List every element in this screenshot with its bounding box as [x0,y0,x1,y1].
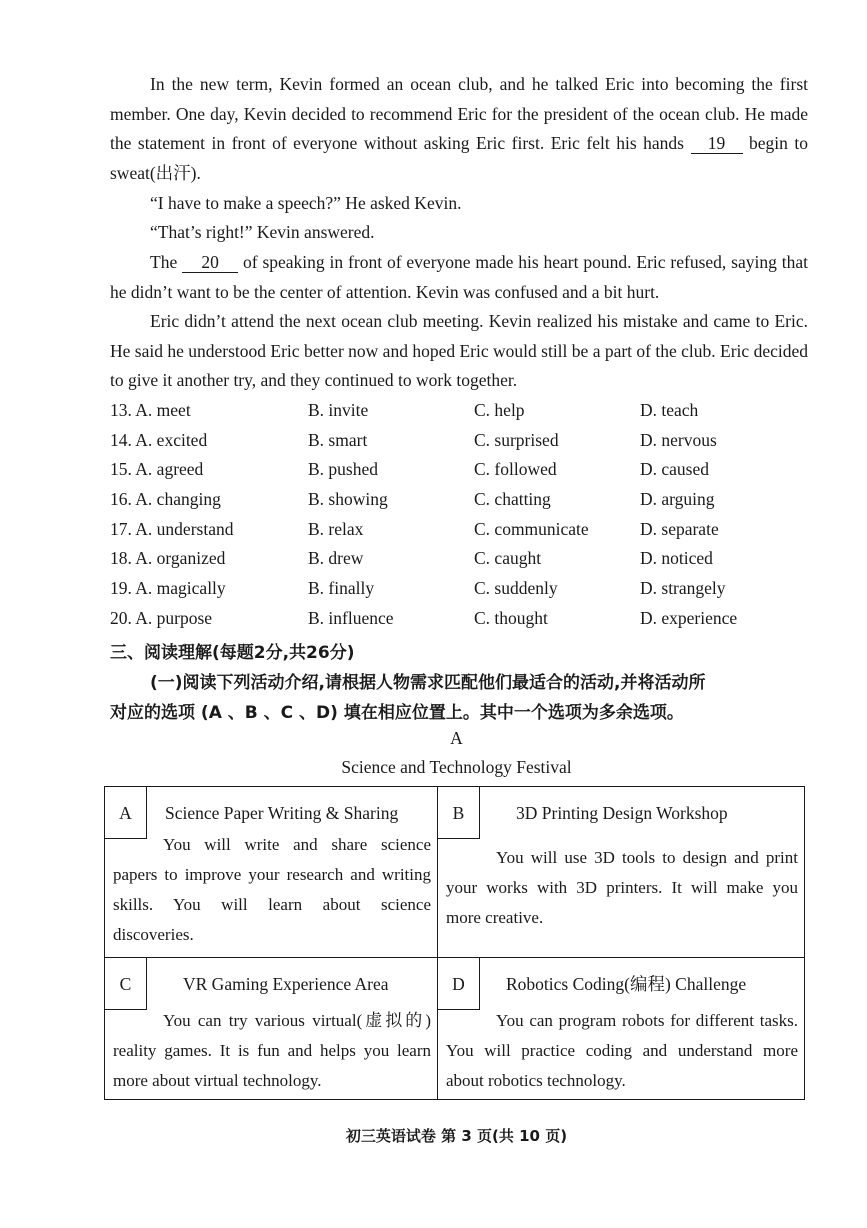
activity-card-a [105,787,438,958]
activity-title: VR Gaming Experience Area [183,974,389,994]
activity-description: You can try various virtual(虚拟的) reality games. It is fun and helps you learn more about virtual technology. [113,1011,431,1090]
option-a: 15. A. agreed [110,459,204,480]
passage-paragraph-2: “I have to make a speech?” He asked Kevin. [150,193,462,213]
passage-paragraph-4 [110,248,808,307]
option-d: D. caused [640,459,710,480]
option-d: D. experience [640,607,738,628]
instruction-line-2: 对应的选项 (A 、B 、C 、D) 填在相应位置上。其中一个选项为多余选项。 [110,703,684,723]
activity-card-c [105,958,438,1099]
option-b: B. smart [308,429,368,450]
option-row-14 [110,426,810,456]
option-a: 14. A. excited [110,429,208,450]
option-b: B. invite [308,400,369,420]
option-a: 13. A. meet [110,400,191,420]
section-heading: 三、阅读理解(每题2分,共26分) [110,643,355,663]
option-b: B. showing [308,489,388,510]
option-c: C. chatting [474,489,551,510]
passage-text: of speaking in front of everyone made his heart pound. Eric refused, saying that he didn’t want to be the center of attention. Kevin was confused and a bit hurt. [110,252,809,302]
option-c: C. help [474,400,525,420]
blank-20: 20 [182,252,238,273]
activity-card-d [438,958,804,1099]
activity-description: You will use 3D tools to design and print your works with 3D printers. It will make you more creative. [446,848,798,927]
option-row-19 [110,574,810,604]
activity-letter: C [105,958,147,1010]
options-list [110,396,810,634]
option-row-13 [110,396,810,426]
option-a: 19. A. magically [110,578,226,599]
passage-paragraph-5: Eric didn’t attend the next ocean club meeting. Kevin realized his mistake and came to Eric. He said he understood Eric better now and hoped Eric would still be a part of the club. Eric decided to give it another try, and they continued to work together. [110,311,808,391]
activity-card-b [438,787,804,958]
option-row-17 [110,515,810,545]
blank-19: 19 [691,133,743,154]
activity-title: Robotics Coding(编程) Challenge [506,974,747,994]
activity-letter: B [438,787,480,839]
passage-text: The [150,252,178,272]
option-a: 18. A. organized [110,548,226,569]
option-c: C. communicate [474,518,589,539]
activity-title: Science Paper Writing & Sharing [165,803,399,823]
activity-description: You will write and share science papers to improve your research and writing skills. You will learn about science discoveries. [113,835,431,944]
option-a: 20. A. purpose [110,607,213,628]
passage-paragraph-1 [110,70,808,188]
option-d: D. teach [640,400,699,420]
option-c: C. followed [474,459,557,480]
activity-letter: D [438,958,480,1010]
option-d: D. arguing [640,489,715,510]
activity-letter: A [105,787,147,839]
option-c: C. surprised [474,429,559,450]
passage-label: A [450,728,463,748]
option-d: D. strangely [640,578,726,599]
option-b: B. influence [308,607,394,628]
option-b: B. pushed [308,459,378,480]
option-a: 17. A. understand [110,518,234,539]
option-c: C. caught [474,548,542,569]
activity-title: 3D Printing Design Workshop [516,803,728,823]
page-footer: 初三英语试卷 第 3 页(共 10 页) [345,1127,568,1145]
option-d: D. nervous [640,429,717,450]
option-d: D. separate [640,518,719,539]
option-row-15 [110,455,810,485]
passage-paragraph-3: “That’s right!” Kevin answered. [150,222,375,242]
option-a: 16. A. changing [110,489,221,510]
passage-text: In the new term, Kevin formed an ocean club, and he talked Eric into becoming the first member. One day, Kevin decided to recommend Eric for the president of the ocean club. He made the statement in front of everyone without asking Eric first. Eric felt his hands [110,74,808,154]
option-b: B. relax [308,518,364,539]
option-d: D. noticed [640,548,713,569]
option-b: B. drew [308,548,364,569]
option-c: C. thought [474,607,548,628]
passage-title: Science and Technology Festival [341,757,572,777]
option-b: B. finally [308,578,375,599]
passage-text: begin to sweat(出汗). [110,133,809,183]
option-row-20 [110,604,810,634]
instruction-line-1: (一)阅读下列活动介绍,请根据人物需求匹配他们最适合的活动,并将活动所 [150,673,706,693]
activity-table [104,786,805,1100]
option-row-16 [110,485,810,515]
option-row-18 [110,544,810,574]
option-c: C. suddenly [474,578,558,599]
activity-description: You can program robots for different tasks. You will practice coding and understand more about robotics technology. [446,1011,798,1090]
